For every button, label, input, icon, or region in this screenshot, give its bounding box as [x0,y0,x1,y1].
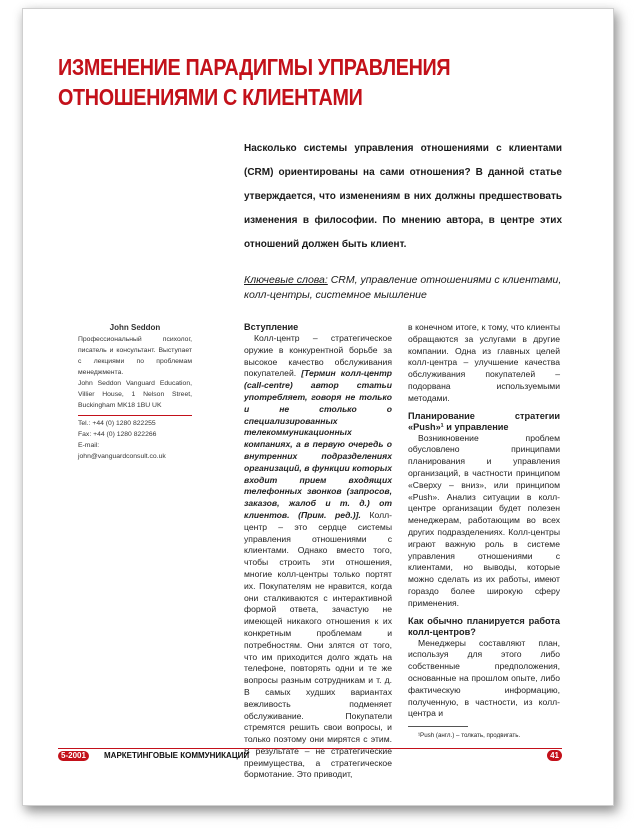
paragraph-push: Возникновение проблем обусловлено принципами планирования и управления организаций, в частности принципом «Сверху – вниз», или принципом «Push». Анализ ситуации в колл-центре организации будет полезен менеджерам, работающим во всех других подразделениях. Колл-центры играют важную роль в системе управления отношениями с клиентами, но выводы, которые можно сделать из их работы, имеют гораздо более широкую сферу применения. [408,432,560,608]
keywords [244,273,562,303]
heading-intro: Вступление [244,322,299,332]
keywords-label: Ключевые слова: [244,274,328,286]
intro-text-b: Колл-центр – это сердце системы управления отношениями с клиентами. Однако вместо того, чтобы строить эти отношения, многие колл-центры только портят их. Покупателям не нравится, когда они сталкиваются с интерактивной формой ответа, зачастую не имеющей никакого отношения к их конкретным проблемам и потребностям. Они злятся от того, что им приходится долго ждать на телефоне, повторять одни и те же вопросы разным сотрудникам и т. д. В самых худших вариантах вежливость подменяет обслуживание. Покупатели стремятся решить свои вопросы, и только поэтому они мирятся с этим. В результате – не стратегические преимущества, а стратегическое бормотание. Это приводит, [244,509,393,780]
footnote-rule [408,726,468,727]
footnote: ¹Push (англ.) – толкать, продвигать. [418,732,521,740]
article-lead: Насколько системы управления отношениями с клиентами (CRM) ориентированы на сами отношения? В данной статье утверждается, что изменениям в них должны предшествовать изменения в философии. По мнению автора, в центре этих отношений должен быть клиент. [244,143,562,250]
author-fax: Fax: +44 (0) 1280 822266 [78,431,157,438]
heading-push: Планирование стратегии «Push»¹ и управление [408,410,560,432]
paragraph-intro [244,333,392,781]
paragraph-planning: Менеджеры составляют план, используя для этого либо собственные предположения, основанные на прошлом опыте, либо фактическую информацию, полученную, в частности, из колл-центра и [408,637,560,719]
author-org: John Seddon Vanguard Education, Villier House, 1 Nelson Street, Buckingham MK18 1BU UK [78,380,192,409]
title-line-2: ОТНОШЕНИЯМИ С КЛИЕНТАМИ [58,84,363,110]
page-footer [58,748,562,760]
magazine-name: МАРКЕТИНГОВЫЕ КОММУНИКАЦИИ [104,751,250,760]
author-email[interactable]: john@vanguardconsult.co.uk [78,453,166,460]
body-column-1 [244,322,392,781]
author-divider [78,415,192,416]
body-column-2 [408,322,560,740]
issue-badge: 5-2001 [58,751,89,761]
title-line-1: ИЗМЕНЕНИЕ ПАРАДИГМЫ УПРАВЛЕНИЯ [58,54,451,80]
author-name: John Seddon [109,323,161,332]
paragraph-continued: в конечном итоге, к тому, что клиенты обращаются за услугами в другие компании. Одна из главных целей колл-центра – улучшение качества обслуживания покупателей – подорвана используемыми методами. [408,322,560,403]
article-title [58,52,505,112]
editor-note: [Термин колл-центр (call-centre) автор статьи употребляет, говоря не только и не столько о специализированных телекоммуникационных компаниях, а в первую очередь о внутренних подразделениях организаций, в функции которых входит прием входящих телефонных звонков (запросов, заказов, жалоб и т. д.) от клиентов. (Прим. ред.)]. [244,368,392,520]
author-bio: Профессиональный психолог, писатель и консультант. Выступает с лекциями по проблемам менеджмента. [78,336,192,376]
author-info [78,322,192,462]
intro-text-a: Колл-центр – стратегическое оружие в конкурентной борьбе за высокое качество обслуживания покупателей. [244,333,392,379]
author-tel: Tel.: +44 (0) 1280 822255 [78,420,156,427]
heading-planning: Как обычно планируется работа колл-центров? [408,615,560,637]
page-number: 41 [547,750,562,761]
author-email-label: E-mail: [78,442,100,449]
keywords-text: CRM, управление отношениями с клиентами, колл-центры, системное мышление [244,274,562,301]
